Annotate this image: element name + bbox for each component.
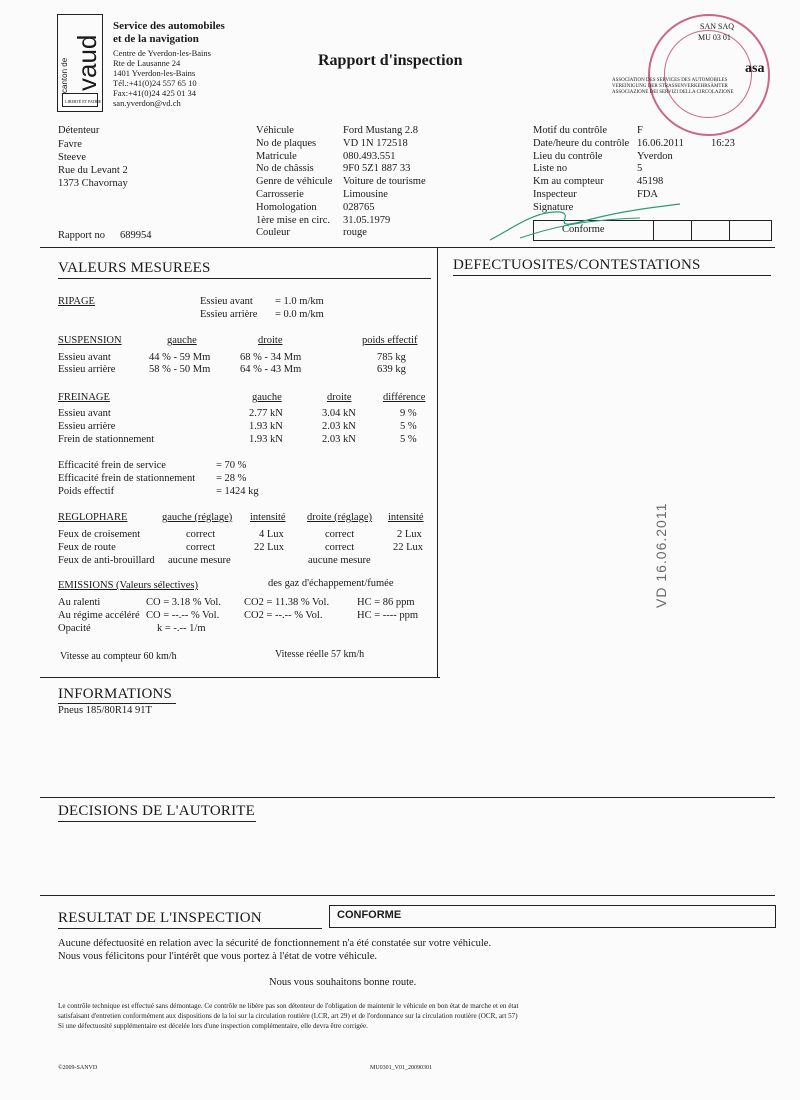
suspension-row-gauche: 58 % - 50 Mm: [149, 364, 211, 375]
asa-text: [612, 78, 734, 96]
control-label: Date/heure du contrôle: [533, 137, 630, 149]
vehicle-row: [256, 202, 463, 215]
section-defects-title: DEFECTUOSITES/CONTESTATIONS: [453, 257, 701, 273]
section-resultat-title: RESULTAT DE L'INSPECTION: [58, 910, 262, 926]
control-value: FDA: [637, 188, 659, 200]
vehicle-value: 080.493.551: [343, 150, 396, 162]
vehicle-label: No de châssis: [256, 163, 314, 175]
emissions-row-co: CO = 3.18 % Vol.: [146, 597, 221, 608]
legal-line: satisfaisant d'entretien conformément aux dispositions de la loi sur la circulation routière (LCR, art 29) et de l'ordonnance sur la circulation routière (OCR, art 57): [58, 1012, 518, 1020]
opacite-value: k = -.-- 1/m: [157, 623, 206, 634]
reglophare-row-droite: correct: [325, 542, 355, 553]
ripage-title: RIPAGE: [58, 296, 95, 307]
control-extra: 16:23: [711, 137, 735, 149]
control-value: 45198: [637, 176, 664, 188]
control-value: 5: [637, 163, 643, 175]
freinage-row-gauche: 1.93 kN: [249, 421, 283, 432]
freinage-h-gauche: gauche: [252, 392, 282, 403]
freinage-title: FREINAGE: [58, 392, 110, 403]
freinage-row-gauche: 1.93 kN: [249, 434, 283, 445]
control-label: Signature: [533, 201, 574, 213]
emissions-row-hc: HC = 86 ppm: [357, 597, 415, 608]
reglophare-h-gauche: gauche (réglage): [162, 512, 233, 523]
code-sub: MU 03 01: [698, 33, 731, 42]
ripage-row-value: = 0.0 m/km: [275, 309, 324, 320]
signature-scribble: [480, 190, 710, 250]
suspension-row-poids: 785 kg: [377, 352, 406, 363]
legal-line: Si une défectuosité supplémentaire est décelée lors d'une inspection complémentaire, elle devra être corrigée.: [58, 1022, 368, 1030]
emissions-row-hc: HC = ---- ppm: [357, 610, 419, 621]
control-label: Km au compteur: [533, 176, 604, 188]
suspension-title: SUSPENSION: [58, 335, 122, 346]
asa-text-line: VEREINIGUNG DER STRASSENVERKEHRSÄMTER: [612, 84, 728, 89]
freinage-row-label: Frein de stationnement: [58, 434, 155, 445]
opacite-label: Opacité: [58, 623, 91, 634]
control-label: Motif du contrôle: [533, 125, 608, 136]
address-line: Tél.:+41(0)24 557 65 10: [113, 78, 197, 88]
freinage-row-diff: 5 %: [400, 434, 417, 445]
emissions-title: EMISSIONS (Valeurs sélectives): [58, 580, 198, 591]
logo-vaud: vaud: [72, 34, 102, 91]
resultat-value: CONFORME: [337, 909, 402, 921]
legal-text: [58, 1001, 518, 1031]
section-valeurs-title: VALEURS MESUREES: [58, 260, 211, 276]
vehicle-row: [256, 125, 463, 138]
suspension-row-label: Essieu arrière: [58, 364, 116, 375]
emissions-row-co2: CO2 = 11.38 % Vol.: [244, 597, 330, 608]
suspension-row-droite: 68 % - 34 Mm: [240, 352, 302, 363]
control-label: Inspecteur: [533, 188, 577, 200]
section-informations-title: INFORMATIONS: [58, 686, 173, 702]
footer-center: MU0301_V01_20090301: [370, 1065, 433, 1071]
holder-line: Steeve: [58, 152, 86, 163]
control-row: [533, 176, 735, 189]
suspension-row-droite: 64 % - 43 Mm: [240, 364, 302, 375]
control-value: F: [637, 125, 643, 136]
vehicle-value: 028765: [343, 201, 375, 213]
vehicle-value: 31.05.1979: [343, 214, 391, 226]
org-address: [113, 48, 211, 108]
report-number: 689954: [120, 230, 152, 241]
emissions-subtitle: des gaz d'échappement/fumée: [268, 578, 394, 589]
reglophare-title: REGLOPHARE: [58, 512, 128, 523]
vehicle-row: [256, 176, 463, 189]
address-line: Centre de Yverdon-les-Bains: [113, 48, 211, 58]
vehicle-value: Ford Mustang 2.8: [343, 125, 418, 136]
vehicle-label: Couleur: [256, 227, 290, 239]
report-label: Rapport no: [58, 230, 105, 241]
suspension-row-poids: 639 kg: [377, 364, 406, 375]
control-row: [533, 125, 735, 138]
logo-motto: LIBERTÉ ET PATRIE: [65, 99, 102, 104]
vehicle-label: 1ère mise en circ.: [256, 214, 331, 226]
address-line: Rte de Lausanne 24: [113, 58, 181, 68]
emissions-row-label: Au régime accéléré: [58, 610, 140, 621]
freinage-row-label: Essieu avant: [58, 408, 111, 419]
vehicle-row: [256, 138, 463, 151]
vehicle-label: Matricule: [256, 150, 297, 162]
freinage-row-droite: 2.03 kN: [322, 434, 356, 445]
efficacite-label: Efficacité frein de stationnement: [58, 473, 196, 484]
efficacite-value: = 70 %: [216, 460, 247, 471]
reglophare-row-gauche: correct: [186, 542, 216, 553]
control-value: 16.06.2011: [637, 137, 684, 149]
informations-text: Pneus 185/80R14 91T: [58, 705, 152, 716]
conforme-label: Conforme: [562, 224, 605, 235]
section-decisions-title: DECISIONS DE L'AUTORITE: [58, 803, 256, 819]
vehicle-value: Limousine: [343, 188, 388, 200]
canton-vaud-logo: [57, 14, 103, 112]
vehicle-label: Véhicule: [256, 125, 294, 136]
vehicle-value: rouge: [343, 227, 367, 239]
asa-logo: asa: [745, 61, 765, 76]
asa-text-line: ASSOCIATION DES SERVICES DES AUTOMOBILES: [612, 78, 728, 83]
reglophare-row-gauche: correct: [186, 529, 216, 540]
vaud-flag-icon: [62, 93, 102, 107]
suspension-row-label: Essieu avant: [58, 352, 111, 363]
freinage-row-diff: 5 %: [400, 421, 417, 432]
holder-lines: [58, 138, 128, 190]
vehicle-label: Homologation: [256, 201, 317, 213]
control-label: Liste no: [533, 163, 568, 175]
control-row: [533, 163, 735, 176]
vehicle-value: 9F0 5Z1 887 33: [343, 163, 411, 175]
footer-left: ©2009-SANVD: [58, 1065, 98, 1071]
address-line: san.yverdon@vd.ch: [113, 98, 181, 108]
reglophare-row-droite: aucune mesure: [308, 555, 371, 566]
reglophare-row-int1: 22 Lux: [254, 542, 285, 553]
vehicle-row: [256, 215, 463, 228]
holder-line: Rue du Levant 2: [58, 165, 128, 176]
reglophare-row-droite: correct: [325, 529, 355, 540]
vehicle-label: Genre de véhicule: [256, 176, 333, 188]
ripage-row-label: Essieu arrière: [200, 309, 258, 320]
holder-line: Favre: [58, 139, 82, 150]
reglophare-row-int1: 4 Lux: [259, 529, 284, 540]
org-name-2: et de la navigation: [113, 33, 199, 45]
efficacite-value: = 1424 kg: [216, 486, 259, 497]
address-line: Fax:+41(0)24 425 01 34: [113, 88, 196, 98]
org-name-1: Service des automobiles: [113, 20, 225, 32]
freinage-h-diff: différence: [383, 392, 426, 403]
reglophare-row-label: Feux de anti-brouillard: [58, 555, 155, 566]
vitesse-reelle: Vitesse réelle 57 km/h: [275, 649, 365, 660]
vehicle-label: No de plaques: [256, 137, 317, 149]
reglophare-h-droite: droite (réglage): [307, 512, 373, 523]
suspension-h-gauche: gauche: [167, 335, 197, 346]
reglophare-h-int1: intensité: [250, 512, 286, 523]
date-stamp: VD 16.06.2011: [653, 502, 669, 608]
emissions-row-co: CO = --.-- % Vol.: [146, 610, 220, 621]
control-row: [533, 151, 735, 164]
freinage-row-diff: 9 %: [400, 408, 417, 419]
vehicle-row: [256, 163, 463, 176]
asa-text-line: ASSOCIAZIONE DEI SERVIZI DELLA CIRCOLAZIONE: [612, 90, 734, 95]
holder-label: Détenteur: [58, 125, 100, 136]
resultat-text-1: Aucune défectuosité en relation avec la sécurité de fonctionnement n'a été constatée sur votre véhicule.: [58, 938, 492, 949]
vehicle-label: Carrosserie: [256, 188, 304, 200]
control-row: [533, 138, 735, 151]
reglophare-row-label: Feux de route: [58, 542, 116, 553]
emissions-row-label: Au ralenti: [58, 597, 101, 608]
vehicle-row: [256, 151, 463, 164]
page-title: Rapport d'inspection: [318, 52, 463, 69]
code-top: SAN SAQ: [700, 22, 735, 31]
vehicle-info: [256, 125, 463, 240]
vehicle-value: VD 1N 172518: [343, 137, 408, 149]
freinage-row-label: Essieu arrière: [58, 421, 116, 432]
control-label: Lieu du contrôle: [533, 150, 603, 162]
suspension-row-gauche: 44 % - 59 Mm: [149, 352, 211, 363]
vehicle-value: Voiture de tourisme: [343, 176, 426, 188]
freinage-row-droite: 2.03 kN: [322, 421, 356, 432]
efficacite-label: Poids effectif: [58, 486, 115, 497]
freinage-row-droite: 3.04 kN: [322, 408, 356, 419]
ripage-row-value: = 1.0 m/km: [275, 296, 324, 307]
holder-line: 1373 Chavornay: [58, 178, 128, 189]
control-value: Yverdon: [637, 150, 673, 162]
logo-canton-de: canton de: [60, 57, 69, 93]
reglophare-row-int2: 22 Lux: [393, 542, 424, 553]
vehicle-row: [256, 227, 463, 240]
efficacite-label: Efficacité frein de service: [58, 460, 166, 471]
freinage-h-droite: droite: [327, 392, 352, 403]
address-line: 1401 Yverdon-les-Bains: [113, 68, 196, 78]
emissions-row-co2: CO2 = --.-- % Vol.: [244, 610, 323, 621]
reglophare-row-label: Feux de croisement: [58, 529, 141, 540]
reglophare-row-int2: 2 Lux: [397, 529, 422, 540]
reglophare-row-gauche: aucune mesure: [168, 555, 231, 566]
freinage-row-gauche: 2.77 kN: [249, 408, 283, 419]
resultat-text-3: Nous vous souhaitons bonne route.: [269, 977, 417, 988]
legal-line: Le contrôle technique est effectué sans démontage. Ce contrôle ne libère pas son détenteur de l'obligation de maintenir le véhicule en bon état de marche et en état: [58, 1002, 519, 1010]
vehicle-row: [256, 189, 463, 202]
efficacite-value: = 28 %: [216, 473, 247, 484]
vitesse-compteur: Vitesse au compteur 60 km/h: [60, 651, 177, 662]
resultat-text-2: Nous vous félicitons pour l'intérêt que vous portez à l'état de votre véhicule.: [58, 951, 377, 962]
suspension-h-poids: poids effectif: [362, 335, 418, 346]
suspension-h-droite: droite: [258, 335, 283, 346]
ripage-row-label: Essieu avant: [200, 296, 253, 307]
reglophare-h-int2: intensité: [388, 512, 424, 523]
